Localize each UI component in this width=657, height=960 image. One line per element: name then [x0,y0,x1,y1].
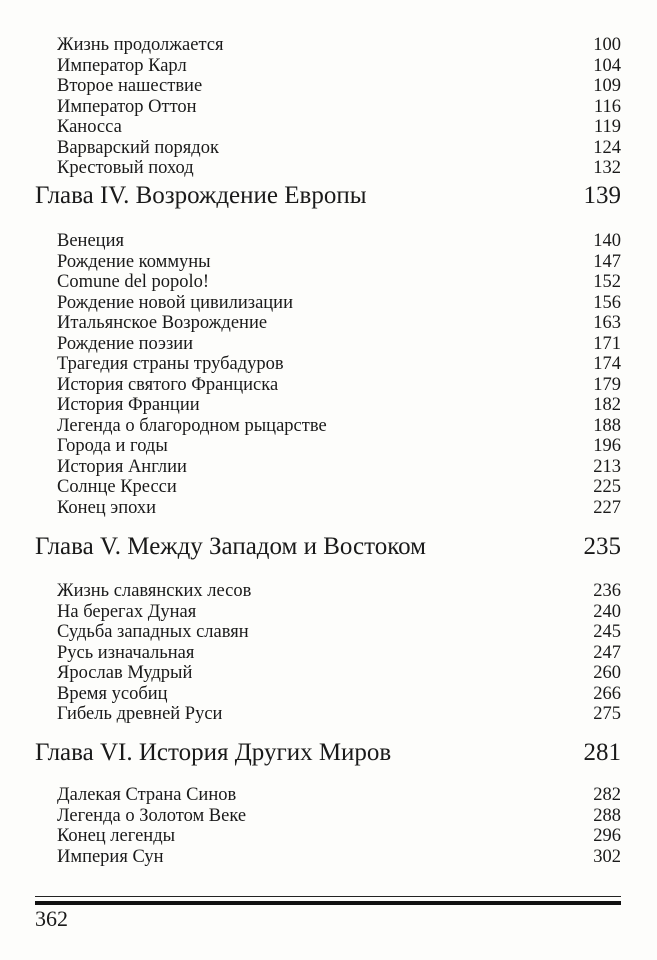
entry-title: Comune del popolo! [57,272,210,292]
entry-page: 152 [593,272,621,292]
entry-title: История Англии [57,456,187,477]
entry-page: 236 [593,581,621,601]
chapter-title: Глава V. Между Западом и Востоком [35,533,426,560]
entry-page: 247 [593,642,621,663]
toc-entry [0,293,657,314]
entry-page: 227 [593,497,621,518]
entry-title: Император Оттон [57,96,197,117]
entry-page: 163 [593,313,621,333]
toc-entry [0,416,657,437]
chapter-heading [0,181,657,211]
entry-page: 260 [593,663,621,683]
entry-page: 124 [593,137,621,158]
chapter-page: 281 [583,739,621,766]
entry-page: 302 [593,846,621,867]
entry-page: 109 [593,76,621,96]
toc-entry [0,643,657,664]
entry-title: Конец эпохи [57,497,157,518]
chapter-title: Глава IV. Возрождение Европы [35,182,367,209]
toc-entry [0,375,657,396]
toc-entry [0,581,657,602]
entry-title: Трагедия страны трубадуров [57,354,284,374]
entry-title: Русь изначальная [57,642,195,663]
toc-entry [0,847,657,868]
entry-title: Второе нашествие [57,76,203,96]
entry-page: 245 [593,622,621,642]
entry-page: 296 [593,826,621,846]
toc-entry [0,663,657,684]
entry-page: 282 [593,785,621,805]
toc-block-3 [0,581,657,725]
toc-entry [0,354,657,375]
toc-entry [0,684,657,705]
entry-page: 132 [593,158,621,178]
toc-entry [0,477,657,498]
chapter-page: 235 [583,533,621,560]
entry-page: 196 [593,436,621,456]
toc-block-1 [0,35,657,179]
entry-title: Венеция [57,231,124,251]
entry-page: 171 [593,333,621,354]
entry-page: 213 [593,456,621,477]
toc-block-4 [0,785,657,867]
entry-page: 116 [593,96,621,117]
toc-entry [0,76,657,97]
entry-title: Империя Сун [57,846,164,867]
toc-entry [0,117,657,138]
footer-rule-thin [35,896,621,897]
entry-page: 240 [593,601,621,622]
entry-title: Жизнь продолжается [57,35,224,55]
toc-entry [0,138,657,159]
entry-page: 119 [593,117,621,137]
entry-title: Легенда о благородном рыцарстве [57,415,327,436]
toc-entry [0,97,657,118]
toc-entry [0,436,657,457]
chapter-title: Глава VI. История Других Миров [35,739,392,766]
entry-title: Император Карл [57,55,187,76]
footer-rule-thick [35,901,621,905]
entry-title: Легенда о Золотом Веке [57,805,247,826]
entry-page: 179 [593,374,621,395]
entry-page: 266 [593,683,621,704]
entry-title: Каносса [57,117,122,137]
page-number: 362 [35,906,68,931]
toc-entry [0,334,657,355]
entry-page: 147 [593,251,621,272]
toc-entry [0,35,657,56]
chapter-heading [0,532,657,562]
entry-page: 275 [593,704,621,724]
toc-entry [0,704,657,725]
entry-title: Солнце Кресси [57,477,177,497]
entry-title: Судьба западных славян [57,622,249,642]
entry-page: 104 [593,55,621,76]
entry-title: Ярослав Мудрый [57,663,193,683]
chapter-heading [0,738,657,768]
toc-entry [0,602,657,623]
entry-title: Жизнь славянских лесов [57,581,252,601]
toc-block-2 [0,231,657,518]
entry-title: Время усобиц [57,683,168,704]
toc-entry [0,231,657,252]
entry-page: 140 [593,231,621,251]
toc-entry [0,313,657,334]
entry-title: История святого Франциска [57,374,279,395]
toc-entry [0,252,657,273]
entry-title: Города и годы [57,436,168,456]
toc-entry [0,56,657,77]
toc-entry [0,806,657,827]
entry-page: 100 [593,35,621,55]
entry-title: Рождение коммуны [57,251,211,272]
entry-title: Рождение новой цивилизации [57,292,293,313]
entry-page: 288 [593,805,621,826]
toc-entry [0,158,657,179]
entry-title: Крестовый поход [57,158,194,178]
entry-page: 188 [593,415,621,436]
toc-entry [0,826,657,847]
toc-entry [0,457,657,478]
toc-entry [0,498,657,519]
entry-page: 174 [593,354,621,374]
entry-title: Варварский порядок [57,137,219,158]
entry-title: Итальянское Возрождение [57,313,268,333]
entry-page: 156 [593,292,621,313]
entry-title: Гибель древней Руси [57,704,223,724]
entry-title: История Франции [57,395,200,415]
toc-entry [0,785,657,806]
entry-title: Далекая Страна Синов [57,785,237,805]
entry-title: Конец легенды [57,826,176,846]
entry-title: Рождение поэзии [57,333,194,354]
toc-entry [0,395,657,416]
entry-page: 225 [593,477,621,497]
chapter-page: 139 [583,182,621,209]
toc-entry [0,272,657,293]
entry-title: На берегах Дуная [57,601,197,622]
entry-page: 182 [593,395,621,415]
toc-entry [0,622,657,643]
